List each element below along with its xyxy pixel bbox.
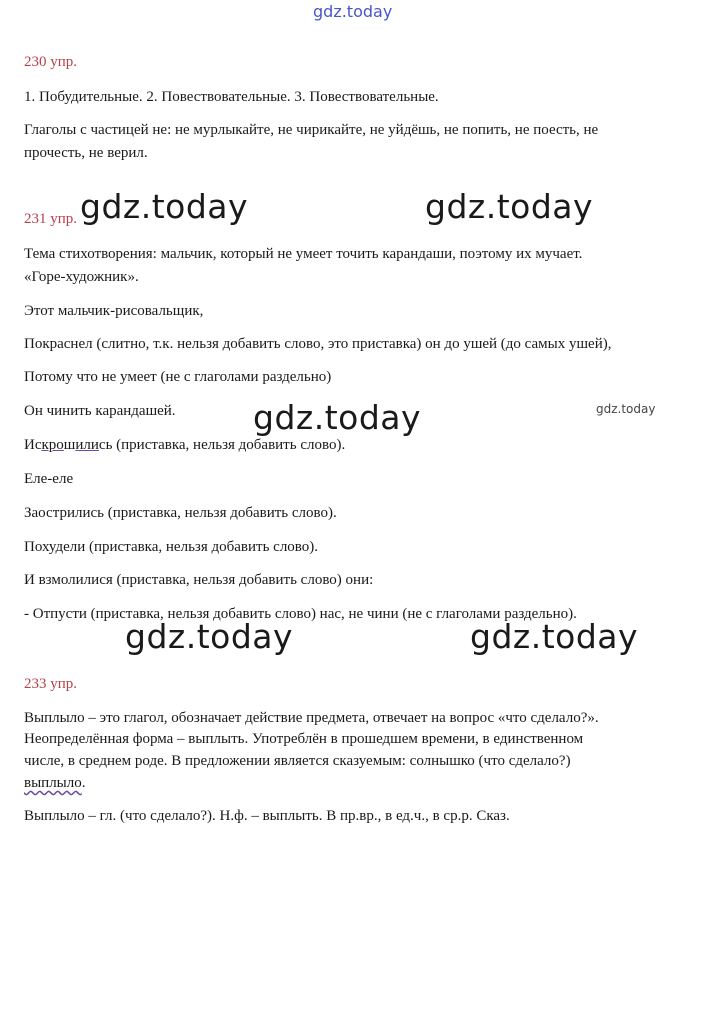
watermark: gdz.today bbox=[596, 402, 656, 416]
poem-line: Он чинить карандашей. bbox=[24, 403, 176, 419]
poem-line-morpheme-marked bbox=[24, 434, 345, 457]
text-line: прочесть, не верил. bbox=[24, 145, 148, 161]
text-line: Выплыло – это глагол, обозначает действие предмета, отвечает на вопрос «что сделало?». bbox=[24, 710, 599, 726]
poem-line: Потому что не умеет (не с глаголами раздельно) bbox=[24, 369, 332, 385]
watermark-top[interactable]: gdz.today bbox=[313, 2, 393, 21]
exercise-231-heading: 231 упр. bbox=[24, 211, 78, 227]
poem-line: Похудели (приставка, нельзя добавить слово). bbox=[24, 539, 319, 555]
exercise-233-heading: 233 упр. bbox=[24, 676, 78, 692]
text-line: «Горе-художник». bbox=[24, 269, 139, 285]
poem-line: Заострились (приставка, нельзя добавить слово). bbox=[24, 505, 337, 521]
text-line: Неопределённая форма – выплыть. Употреблён в прошедшем времени, в единственном bbox=[24, 731, 584, 747]
text-line: Тема стихотворения: мальчик, который не умеет точить карандаши, поэтому их мучает. bbox=[24, 246, 583, 262]
watermark: gdz.today bbox=[425, 187, 594, 226]
watermark: gdz.today bbox=[80, 187, 249, 226]
poem-line: Еле-еле bbox=[24, 471, 74, 487]
watermark: gdz.today bbox=[125, 617, 294, 656]
root: кро bbox=[41, 437, 64, 453]
text-line bbox=[24, 772, 86, 795]
text-line: Выплыло – гл. (что сделало?). Н.ф. – выплыть. В пр.вр., в ед.ч., в ср.р. Сказ. bbox=[24, 808, 510, 824]
poem-line: И взмолилися (приставка, нельзя добавить слово) они: bbox=[24, 572, 374, 588]
prefix: Ис bbox=[24, 437, 42, 453]
text-line: 1. Побудительные. 2. Повествовательные. 3. Повествовательные. bbox=[24, 89, 439, 105]
text-line: Глаголы с частицей не: не мурлыкайте, не чирикайте, не уйдёшь, не попить, не поесть, не bbox=[24, 122, 599, 138]
watermark: gdz.today bbox=[470, 617, 639, 656]
poem-line: - Отпусти (приставка, нельзя добавить слово) нас, не чини (не с глаголами раздельно). bbox=[24, 606, 577, 622]
watermark: gdz.today bbox=[253, 398, 422, 437]
text-line: числе, в среднем роде. В предложении является сказуемым: солнышко (что сделало?) bbox=[24, 753, 571, 769]
suffix: или bbox=[75, 437, 99, 453]
poem-line: Покраснел (слитно, т.к. нельзя добавить слово, это приставка) он до ушей (до самых ушей), bbox=[24, 336, 612, 352]
suffix: ш bbox=[63, 437, 76, 453]
predicate-word: выплыло bbox=[24, 775, 82, 791]
exercise-230-heading: 230 упр. bbox=[24, 54, 78, 70]
poem-line: Этот мальчик-рисовальщик, bbox=[24, 303, 204, 319]
ending: сь (приставка, нельзя добавить слово). bbox=[98, 437, 346, 453]
punctuation: . bbox=[81, 775, 86, 791]
